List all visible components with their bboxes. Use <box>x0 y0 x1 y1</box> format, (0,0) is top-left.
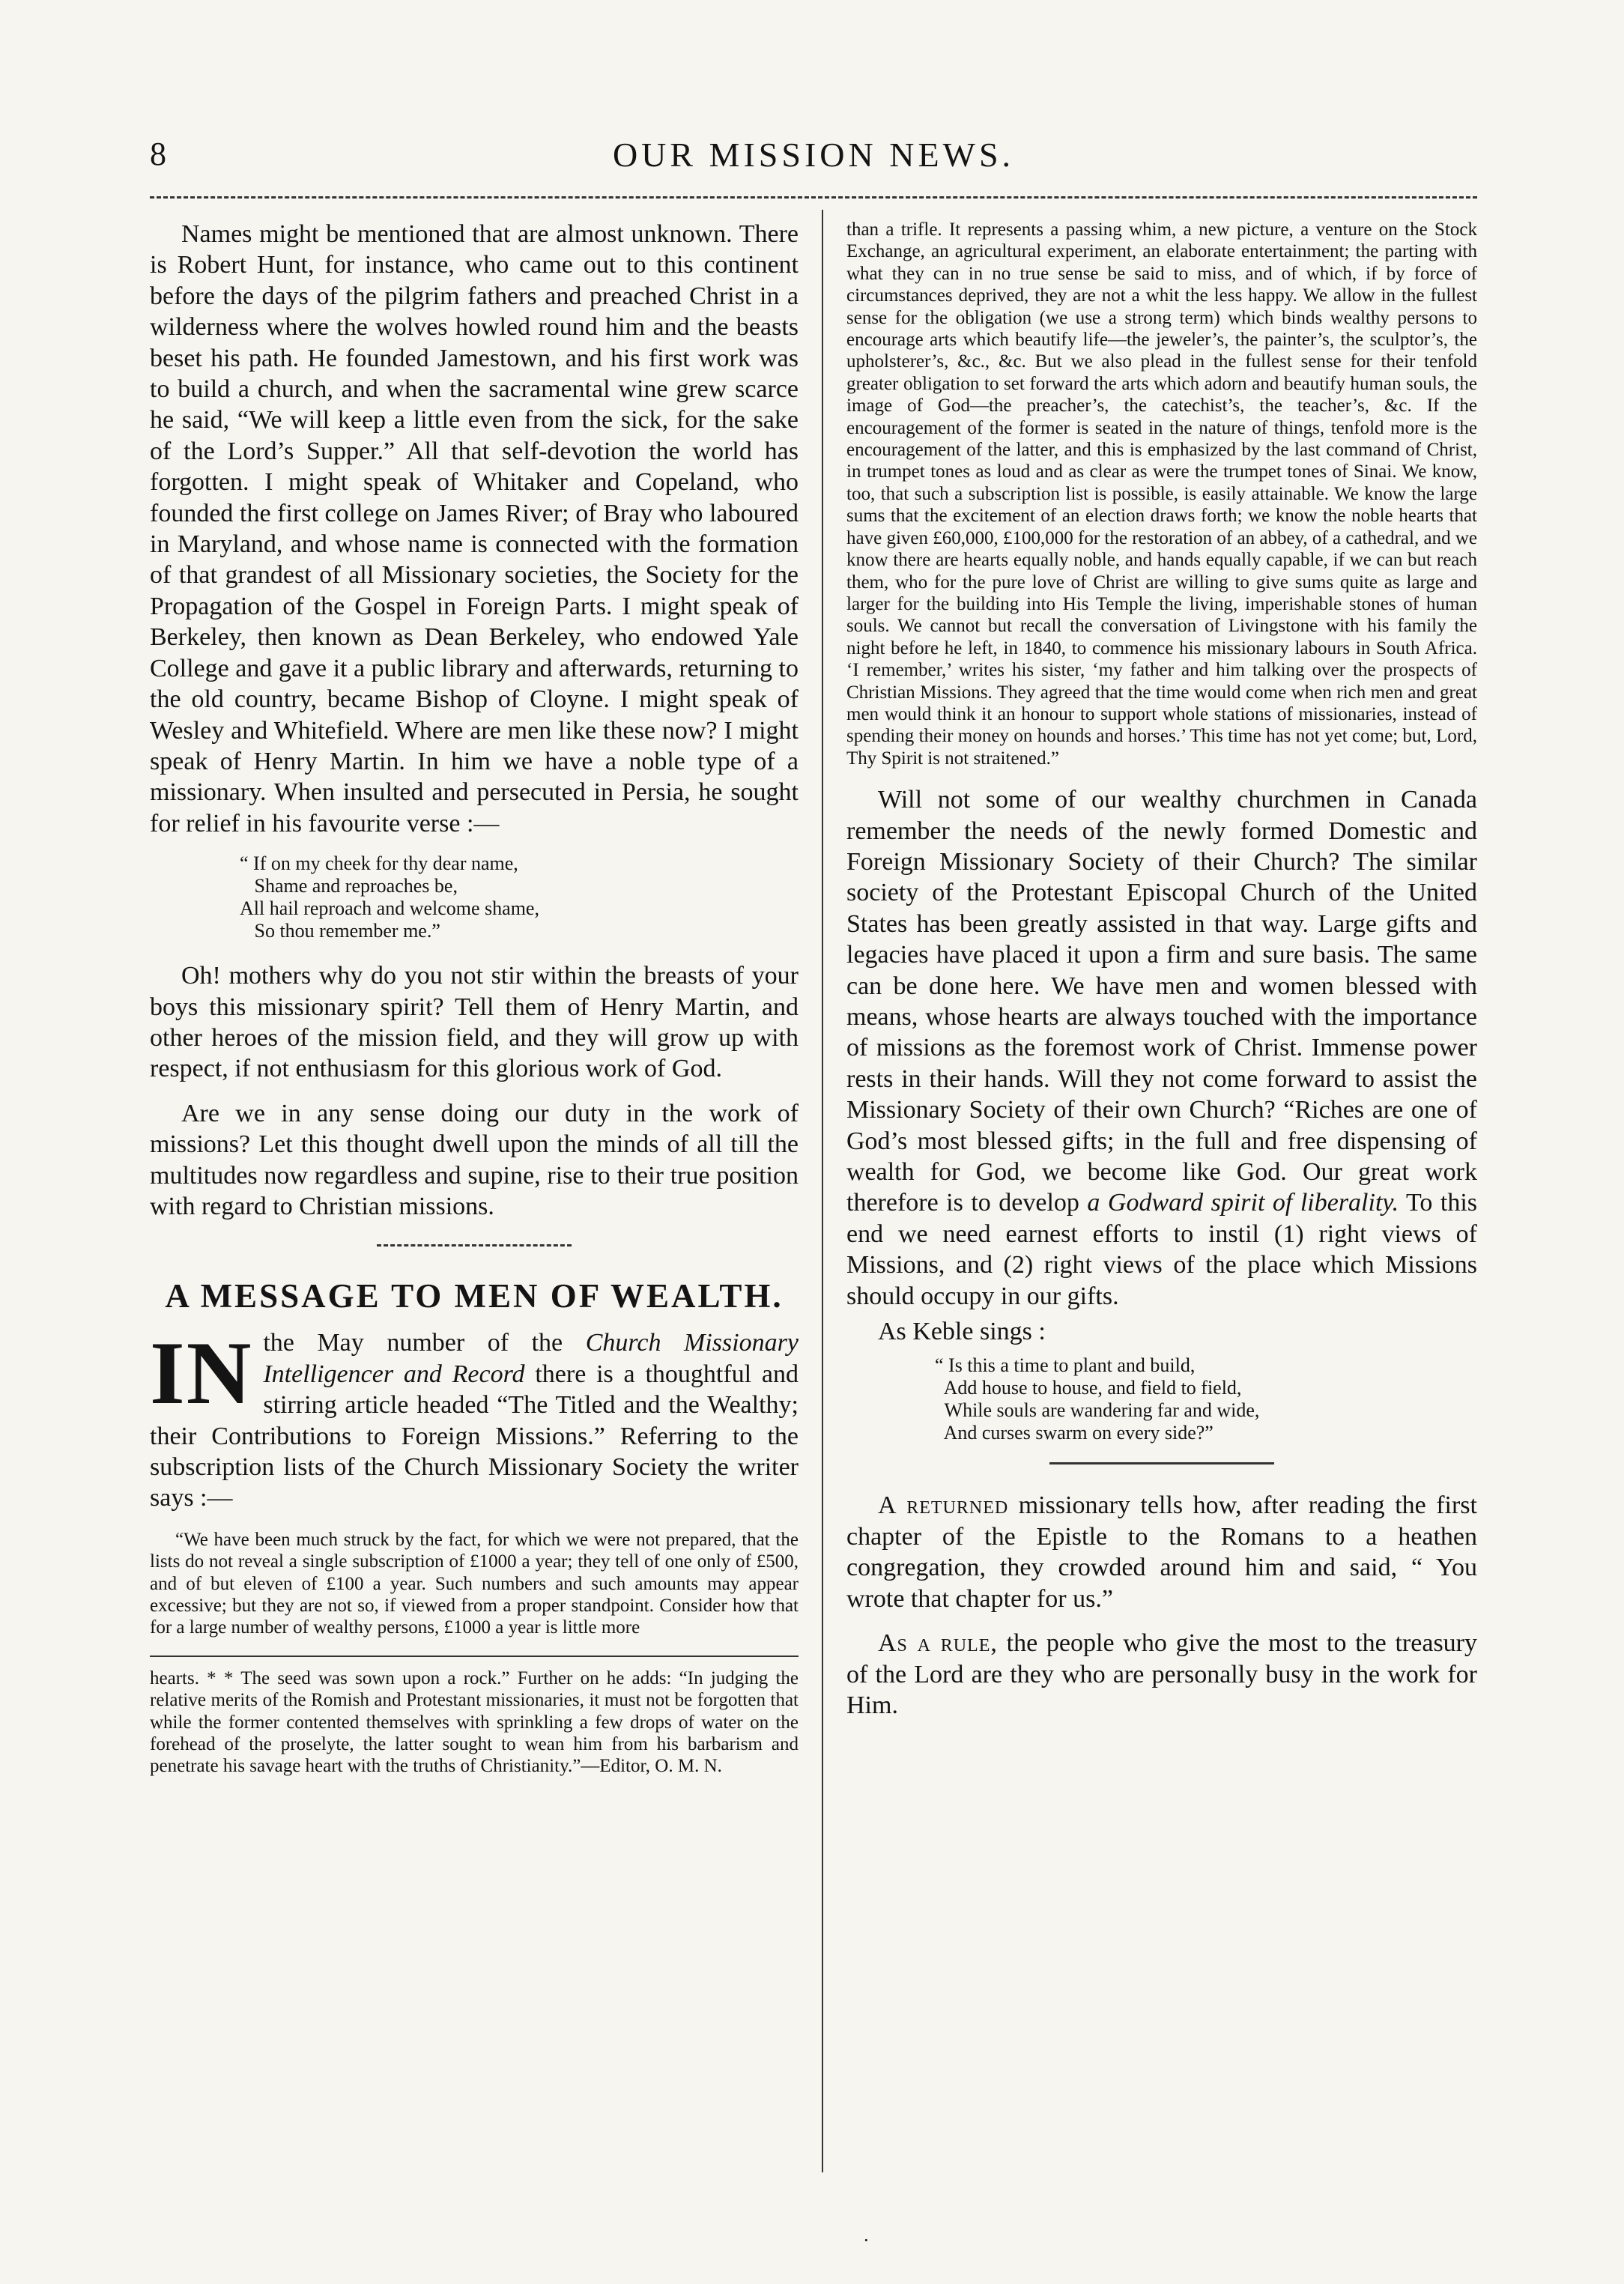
header-rule <box>150 196 1477 199</box>
printer-mark: · <box>863 2229 870 2251</box>
verse-line: Shame and reproaches be, <box>240 875 458 897</box>
journal-title: Church Missionary Intelligencer and Record <box>263 1329 799 1388</box>
left-column <box>150 219 799 1778</box>
paragraph-text: missionary tells how, after reading the first chapter of the Epistle to the Romans to a heathen congregation, they crowded around him and said, “ You wrote that chapter for us.” <box>846 1491 1478 1613</box>
verse-line: So thou remember me.” <box>240 920 440 942</box>
drop-cap: IN <box>150 1323 253 1423</box>
page-number: 8 <box>150 136 166 172</box>
column-divider <box>822 210 823 2172</box>
martin-verse <box>150 852 799 942</box>
lead-text-cont: there is a thoughtful and stirring article headed “The Titled and the Wealthy; their Contributions to Foreign Missions.” Referring to the subscription lists of the Church Missionary Society the writer says :— <box>150 1360 799 1512</box>
quoted-passage-continued: than a trifle. It represents a passing whim, a new picture, a venture on the Stock Exchange, an agricultural experiment, an elaborate entertainment; the parting with what they can in no true sense be said to miss, and of which, if by force of circumstances deprived, they are not a whit the less happy. We allow in the fullest sense for the obligation (we use a strong term) which binds wealthy persons to encourage arts which beautify life—the jeweler’s, the painter’s, the sculptor’s, the upholsterer’s, &c., &c. But we also plead in the fullest sense for their tenfold greater obligation to set forward the arts which adorn and beautify human souls, the image of God—the preacher’s, the catechist’s, the teacher’s, &c. If the encouragement of the former is seated in the nature of things, tenfold more is the encouragement of the latter, and this is emphasized by the last command of Christ, in trumpet tones as loud and as clear as were the trumpet tones of Sinai. We know, too, that such a subscription list is possible, is easily attainable. We know the large sums that the excitement of an election draws forth; we know the noble hearts that have given £60,000, £100,000 for the restoration of an abbey, of a cathedral, and we know there are hearts equally noble, and hands equally capable, if we can but reach them, who for the pure love of Christ are willing to give sums quite as large and larger for the building into His Temple the living, imperishable stones of human souls. We cannot but recall the conversation of Livingstone with his family the night before he left, in 1840, to commence his missionary labours in South Africa. ‘I remember,’ writes his sister, ‘my father and him talking over the prospects of Christian Missions. They agreed that the time would come when rich men and great men would think it an honour to support whole stations of missionaries, instead of spending their money on hounds and horses.’ This time has not yet come; but, Lord, Thy Spirit is not straitened.” <box>846 219 1477 769</box>
verse-line: Add house to house, and field to field, <box>935 1377 1242 1399</box>
paragraph-duty: Are we in any sense doing our duty in the work of missions? Let this thought dwell upon the minds of all till the multitudes now regardless and supine, rise to their true position with regard to Christian missions. <box>150 1099 799 1220</box>
paragraph-mothers: Oh! mothers why do you not stir within the breasts of your boys this missionary spirit? Tell them of Henry Martin, and other heroes of the mission field, and they will grow up with respect, if not enthusiasm for this glorious work of God. <box>150 962 799 1083</box>
keble-intro: As Keble sings : <box>878 1318 1046 1346</box>
lead-words: A returned <box>878 1491 1009 1520</box>
paragraph-wealthy-churchmen <box>846 784 1477 1312</box>
verse-line: All hail reproach and welcome shame, <box>240 897 539 920</box>
verse-line: And curses swarm on every side?” <box>935 1422 1214 1444</box>
section-separator <box>377 1244 572 1246</box>
lead-words: As a rule, <box>878 1629 998 1658</box>
article-lead-paragraph <box>150 1323 799 1513</box>
paragraph-as-a-rule <box>846 1628 1477 1721</box>
section-separator <box>1049 1462 1274 1464</box>
right-column <box>846 219 1477 1734</box>
verse-line: While souls are wandering far and wide, <box>935 1399 1260 1422</box>
paragraph-text: the people who give the most to the treasury of the Lord are they who are personally busy in the work for Him. <box>846 1629 1477 1719</box>
verse-line: “ Is this a time to plant and build, <box>935 1354 1196 1377</box>
paragraph-text: Will not some of our wealthy churchmen in Canada remember the needs of the newly formed Domestic and Foreign Missionary Society of their Church? The similar society of the Protestant Episcopal Church of the United States has been greatly assisted in that way. Large gifts and legacies have placed it upon a firm and sure basis. The same can be done here. We have men and women blessed with means, whose hearts are always touched with the importance of missions as the foremost work of Christ. Immense power rests in their hands. Will they not come forward to assist the Missionary Society of their own Church? “Riches are one of God’s most blessed gifts; in the full and free dispensing of wealth for God, we become like God. Our great work therefore is to develop <box>846 786 1477 1217</box>
page-header <box>150 135 1477 183</box>
paragraph-returned-missionary <box>846 1490 1477 1614</box>
keble-verse <box>846 1354 1477 1444</box>
section-title: A MESSAGE TO MEN OF WEALTH. <box>165 1277 784 1315</box>
paragraph-names-unknown: Names might be mentioned that are almost unknown. There is Robert Hunt, for instance, who came out to this continent before the days of the pilgrim fathers and preached Christ in a wilderness where the wolves howled round him and the beasts beset his path. He founded Jamestown, and his first work was to build a church, and when the sacramental wine grew scarce he said, “We will keep a little even from the sick, for the sake of the Lord’s Supper.” All that self-devotion the world has forgotten. I might speak of Whitaker and Copeland, who founded the first college on James River; of Bray who laboured in Maryland, and whose name is connected with the formation of that grandest of all Missionary societies, the Society for the Propagation of the Gospel in Foreign Parts. I might speak of Berkeley, then known as Dean Berkeley, who endowed Yale College and gave it a public library and afterwards, returning to the old country, became Bishop of Cloyne. I might speak of Wesley and Whitefield. Where are men like these now? I might speak of Henry Martin. In him we have a noble type of a missionary. When insulted and persecuted in Persia, he sought for relief in his favourite verse :— <box>150 220 799 837</box>
lead-text: the May number of the <box>263 1329 586 1357</box>
footnote-rule <box>150 1656 799 1657</box>
running-title: OUR MISSION NEWS. <box>612 136 1015 174</box>
verse-line: “ If on my cheek for thy dear name, <box>240 852 518 875</box>
emphasis-text: a Godward spirit of liberality. <box>1087 1189 1399 1217</box>
paragraph-text-cont: To this end we need earnest efforts to instil (1) right views of Missions, and (2) right views of the place which Missions should occupy in our gifts. <box>846 1189 1478 1310</box>
footnote-text: hearts. * * The seed was sown upon a rock.” Further on he adds: “In judging the relative merits of the Romish and Protestant missionaries, it must not be forgotten that while the former contented themselves with sprinkling a few drops of water on the forehead of the proselyte, the latter sought to wean him from his barbarism and penetrate his savage heart with the truths of Christianity.”—Editor, O. M. N. <box>150 1667 799 1777</box>
quoted-passage: “We have been much struck by the fact, for which we were not prepared, that the lists do not reveal a single subscription of £1000 a year; they tell of one only of £500, and of but eleven of £100 a year. Such numbers and such amounts may appear excessive; but they are not so, if viewed from a proper standpoint. Consider how that for a large number of wealthy persons, £1000 a year is little more <box>150 1529 799 1638</box>
